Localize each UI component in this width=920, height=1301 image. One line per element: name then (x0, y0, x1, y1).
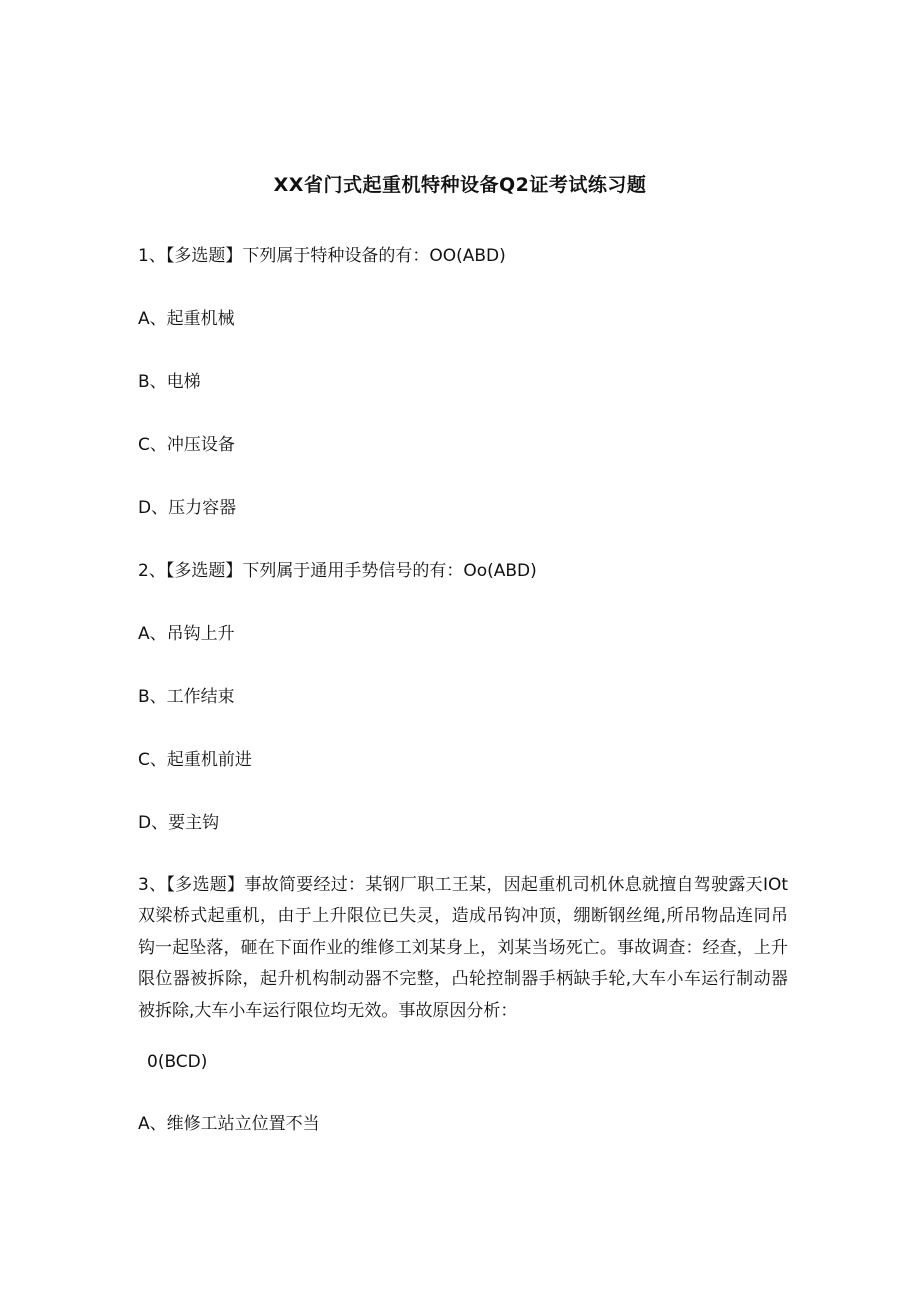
question-3-stem: 3、【多选题】事故简要经过：某钢厂职工王某，因起重机司机休息就擅自驾驶露天IOt双梁桥式起重机，由于上升限位已失灵，造成吊钩冲顶，绷断钢丝绳,所吊物品连同吊钩一起坠落，砸在下面作业的维修工刘某身上，刘某当场死亡。事故调查：经查，上升限位器被拆除，起升机构制动器不完整，凸轮控制器手柄缺手轮,大车小车运行制动器被拆除,大车小车运行限位均无效。事故原因分析： (138, 875, 788, 1021)
question-1-option-c: C、冲压设备 (138, 435, 235, 455)
question-2-option-c: C、起重机前进 (138, 750, 252, 770)
question-2-option-b: B、工作结束 (138, 687, 235, 707)
question-2-option-a: A、吊钩上升 (138, 624, 235, 644)
question-1-stem: 1、【多选题】下列属于特种设备的有：OO(ABD) (138, 246, 506, 266)
question-2-option-d: D、要主钩 (138, 813, 220, 833)
question-3-option-a: A、维修工站立位置不当 (138, 1114, 320, 1134)
question-3-answer: 0(BCD) (147, 1052, 208, 1072)
question-2-stem: 2、【多选题】下列属于通用手势信号的有：Oo(ABD) (138, 561, 537, 581)
question-1-option-b: B、电梯 (138, 372, 201, 392)
question-1-option-a: A、起重机械 (138, 309, 235, 329)
question-1-option-d: D、压力容器 (138, 498, 237, 518)
page-title: XX省门式起重机特种设备Q2证考试练习题 (273, 174, 647, 196)
